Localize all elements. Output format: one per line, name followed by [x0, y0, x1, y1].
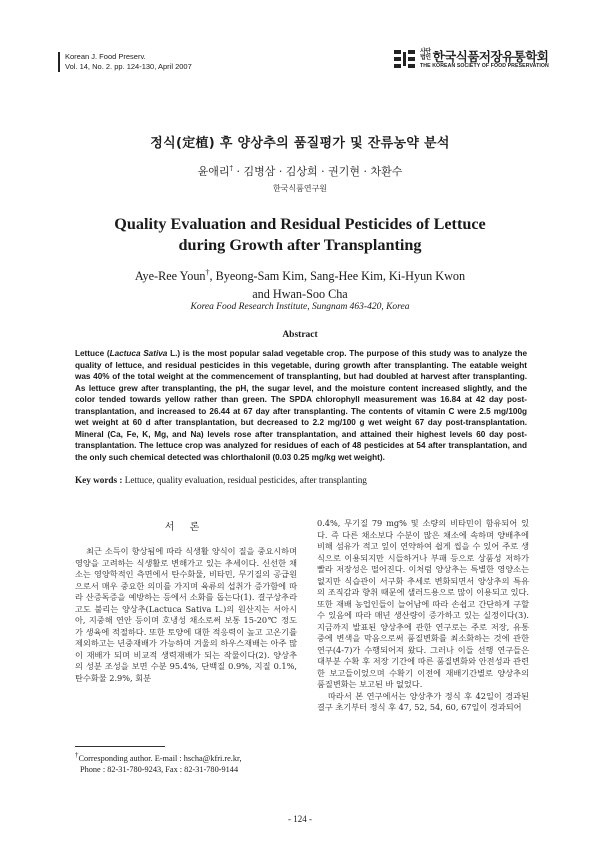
journal-citation — [58, 52, 192, 72]
society-logo-block — [394, 47, 554, 73]
society-prefix: 사단 법인 — [420, 48, 431, 61]
footnote-line1 — [75, 750, 305, 764]
footnote — [75, 750, 305, 776]
intro-paragraph-1: 최근 소득이 향상됨에 따라 식생활 양식이 질을 중요시하며 영양을 고려하는 식생활로 변해가고 있는 추세이다. 신선한 채소는 영양학적인 측면에서 탄수화물, 비타민, 무기질의 공급원으로서 매우 중요한 의미를 가지며 육류의 섭취가 증가함에 따라 산증독증을 예방하는 등에서 소화를 돕는다(1). 결구상추라고도 불리는 양상추(Lactuca Sativa L.)의 원산지는 서아시아, 지중해 연안 등이며 호냉성 채소로써 보통 15-20℃ 정도가 생육에 적절하다. 또한 토양에 대한 적응력이 높고 고온기를 제외하고는 년중재배가 가능하며 겨울의 하우스재배는 아주 많이 재배가 되며 비교적 생력재배가 되는 작물이다(2). 양상추의 성분 조성을 보면 수분 95.4%, 단백질 0.9%, 지질 0.1%, 탄수화물 2.9%, 회분 — [75, 546, 297, 683]
english-title-line2: during Growth after Transplanting — [178, 236, 422, 254]
footnote-mark: † — [75, 752, 79, 759]
left-column — [75, 546, 297, 684]
korean-first-author: 윤애리 — [197, 165, 230, 178]
english-first-author: Aye-Ree Youn — [134, 269, 206, 284]
abstract-text-start: Lettuce ( — [75, 349, 110, 358]
korean-coauthors: · 김병삼 · 김상희 · 권기현 · 차환수 — [232, 165, 403, 178]
intro-paragraph-continued: 0.4%, 무기질 79 mg% 및 소량의 비타민이 함유되어 있다. 즉 다른 채소보다 수분이 많은 채소에 속하며 양배추에 비해 섬유가 적고 잎이 연약하여 쉽게 씹을 수 있어 주로 생식으로 이용되지만 시들하거나 부패 등으로 상품성 저하가 빨라 저장성은 떨어진다. 이처럼 양상추는 특별한 영양소는 없지만 식습관이 서구화 추세로 변화되면서 양상추의 특유의 조직감과 향취 때문에 샐러드용으로 많이 이용되고 있다. 또한 재배 농업인들이 늘어남에 따라 손쉽고 간단하게 구할 수 있음에 따라 매년 생산량이 증가하고 있는 실정이다(3). 지금까지 발표된 양상추에 관한 연구로는 주로 저장, 유통 중에 변색을 막음으로써 품질변화를 최소화하는 것에 관한 연구(4-7)가 수행되어져 왔다. 그러나 이들 선행 연구들은 대부분 수확 후 저장 기간에 따른 품질변화와 안전성과 관련한 보고들이었으며 수확기 이전에 재배기간별로 양상추의 품질변화는 보고된 바 없었다. — [317, 518, 529, 689]
keywords-text: Lettuce, quality evaluation, residual pesticides, after transplanting — [122, 475, 367, 485]
footnote-phone: Phone : 82-31-780-9243, Fax : 82-31-780-9144 — [80, 765, 239, 775]
english-authors-line2: and Hwan-Soo Cha — [252, 287, 348, 302]
korean-affiliation: 한국식품연구원 — [272, 184, 328, 193]
abstract-text-main: L.) is the most popular salad vegetable crop. The purpose of this study was to analyze the quality of lettuce, and residual pesticides in this vegetable, during growth after transplanting. The eatable weight was 40% of the total weight at the commencement of transplanting, but had doubled at harvest after transplanting. As lettuce grew after transplanting, the pH, the sugar level, and the moisture content increased slightly, and the color tended towards yellow rather than green. The SPDA chlorophyll measurement was 16.84 at 42 day post-transplantation, and increased to 26.44 at 67 day after transplanting. The contents of vitamin C were 2.5 mg/100g wet weight at 60 d after transplantation, but decreased to 2.2 mg/100 g wet weight 67 day post-transplantation. Mineral (Ca, Fe, K, Mg, and Na) levels rose after transplantation, and attained their highest levels 60 day post-transplantation. The lettuce crop was analyzed for residues of each of 48 pesticides at 54 after transplantation, and the only such chemical detected was chlorthalonil (0.03 0.25 mg/kg wet weight). — [75, 349, 527, 462]
society-emblem-icon — [394, 49, 416, 69]
english-authors — [0, 264, 600, 303]
english-authors-line1 — [0, 264, 600, 285]
footnote-email: Corresponding author. E-mail : hscha@kfri.re.kr, — [78, 753, 242, 763]
english-affiliation: Korea Food Research Institute, Sungnam 463-420, Korea — [190, 302, 410, 312]
introduction-heading: 서 론 — [164, 522, 206, 533]
english-title — [0, 214, 600, 256]
english-title-line1: Quality Evaluation and Residual Pesticides of Lettuce — [114, 215, 486, 233]
right-column — [317, 518, 529, 714]
keywords-label: Key words : — [75, 475, 123, 485]
journal-volume: Vol. 14, No. 2. pp. 124-130, April 2007 — [65, 62, 192, 71]
page-number: - 124 - — [288, 814, 312, 824]
footnote-divider — [75, 746, 165, 747]
intro-paragraph-2: 따라서 본 연구에서는 양상추가 정식 후 42일이 경과된 결구 초기부터 정식 후 47, 52, 54, 60, 67일이 경과되어 — [317, 690, 529, 712]
journal-name: Korean J. Food Preserv. — [65, 52, 146, 61]
english-coauthors: , Byeong-Sam Kim, Sang-Hee Kim, Ki-Hyun Kwon — [209, 269, 466, 284]
abstract-species-name: Lactuca Sativa — [109, 349, 168, 358]
corresponding-mark: † — [229, 164, 233, 173]
korean-title: 정식(定植) 후 양상추의 품질평가 및 잔류농약 분석 — [150, 136, 450, 151]
english-corresponding-mark: † — [205, 268, 210, 277]
abstract-body — [75, 348, 527, 463]
society-name-kr-text: 한국식품저장유통학회 — [432, 49, 549, 64]
society-name-en: THE KOREAN SOCIETY OF FOOD PRESERVATION — [420, 63, 549, 69]
korean-authors — [0, 163, 600, 179]
abstract-heading: Abstract — [282, 330, 318, 340]
keywords — [75, 475, 527, 485]
